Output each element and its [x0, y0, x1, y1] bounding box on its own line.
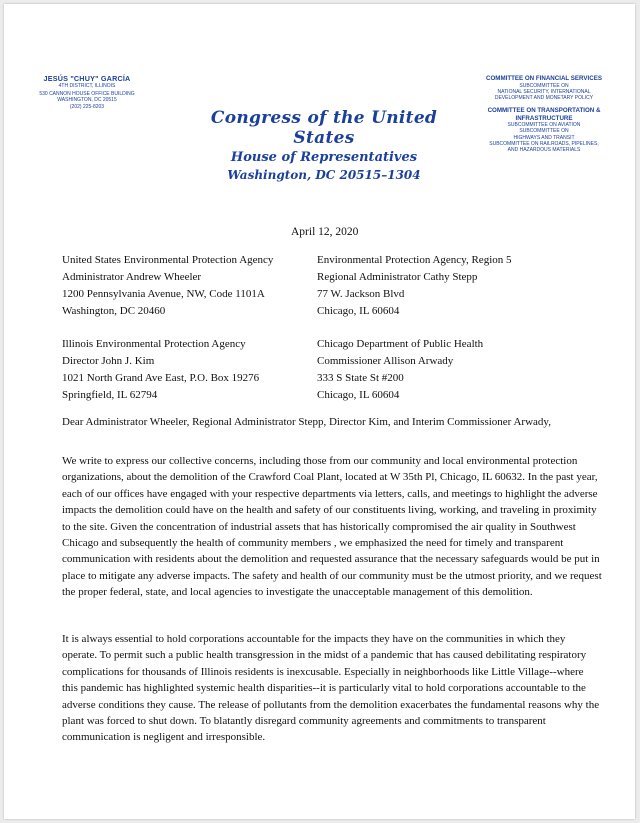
- committee-name: INFRASTRUCTURE: [515, 114, 573, 122]
- committee-block: [459, 75, 629, 153]
- address-line: Illinois Environmental Protection Agency: [62, 338, 246, 350]
- recipient-address-region5: [317, 252, 512, 320]
- house-title: House of Representatives: [230, 150, 418, 165]
- recipient-address-cdph: [317, 336, 483, 404]
- committee-name: COMMITTEE ON TRANSPORTATION &: [487, 107, 601, 115]
- congress-title: Congress of the United States: [210, 108, 438, 148]
- address-line: 77 W. Jackson Blvd: [317, 288, 405, 300]
- member-name: JESÚS "CHUY" GARCÍA: [43, 74, 131, 83]
- address-line: 1021 North Grand Ave East, P.O. Box 19276: [62, 372, 260, 384]
- address-line: Director John J. Kim: [62, 355, 155, 367]
- letter-date: April 12, 2020: [291, 226, 359, 238]
- address-line: Regional Administrator Cathy Stepp: [317, 271, 478, 283]
- address-line: 1200 Pennsylvania Avenue, NW, Code 1101A: [62, 288, 265, 300]
- committee-name: COMMITTEE ON FINANCIAL SERVICES: [486, 75, 602, 82]
- congress-seal-heading: [204, 108, 444, 184]
- subcommittee-line: NATIONAL SECURITY, INTERNATIONAL: [497, 88, 591, 95]
- address-line: Chicago, IL 60604: [317, 389, 400, 401]
- member-info-block: [32, 74, 142, 110]
- address-line: United States Environmental Protection Agency: [62, 254, 274, 266]
- letter-page: [4, 4, 635, 819]
- city-zip: Washington, DC 20515–1304: [227, 168, 421, 182]
- office-address-line: WASHINGTON, DC 20515: [57, 97, 117, 104]
- subcommittee-line: SUBCOMMITTEE ON: [519, 128, 569, 135]
- address-line: Environmental Protection Agency, Region 5: [317, 254, 512, 266]
- district-label: 4TH DISTRICT, ILLINOIS: [58, 83, 116, 89]
- subcommittee-line: SUBCOMMITTEE ON AVIATION: [507, 122, 581, 129]
- address-line: Chicago Department of Public Health: [317, 338, 484, 350]
- address-line: Springfield, IL 62794: [62, 389, 158, 401]
- address-line: Administrator Andrew Wheeler: [62, 271, 202, 283]
- body-paragraph: It is always essential to hold corporations accountable for the impacts they have on the communities in which they operate. To permit such a public health transgression in the midst of a pandemic that has caused debilitating respiratory complications for thousands of Illinois residents is inexcusable. Especially in neighborhoods like Little Village--where this pandemic has highlighted systemic health disparities--it is particularly vital to hold corporations accountable to the adverse conditions they cause. The release of pollutants from the demolition exacerbates the fundamental reasons why the plant was forced to shut down. To blatantly disregard community agreements and commitments to transparent communication is negligent and irresponsible.: [62, 633, 600, 744]
- subcommittee-line: HIGHWAYS AND TRANSIT: [513, 134, 575, 141]
- subcommittee-line: SUBCOMMITTEE ON RAILROADS, PIPELINES,: [489, 140, 599, 147]
- subcommittee-line: SUBCOMMITTEE ON: [519, 82, 569, 89]
- subcommittee-line: AND HAZARDOUS MATERIALS: [507, 146, 581, 153]
- office-phone: (202) 225-8203: [69, 103, 105, 110]
- address-line: Commissioner Allison Arwady: [317, 355, 454, 367]
- recipient-address-illinois-epa: [62, 336, 259, 404]
- office-address-line: 530 CANNON HOUSE OFFICE BUILDING: [39, 91, 135, 98]
- body-paragraph: We write to express our collective concerns, including those from our community and local environmental protection organizations, about the demolition of the Crawford Coal Plant, located at W 35th Pl, Chicago, IL 60632. In the past year, each of our offices have engaged with your respective departments via letters, calls, and meetings to highlight the adverse impacts the demolition could have on the health and safety of our constituents living, working, and traveling in proximity to the site. Given the concentration of industrial assets that has historically compromised the air quality in Southwest Chicago and subsequently the health of community members , we emphasized the need for timely and transparent communication with residents about the demolition and requested assurance that the necessary safeguards would be put in place to mitigate any adverse impacts. The safety and health of our community must be the utmost priority, and we request the proper federal, state, and local agencies to investigate the unacceptable management of this demolition.: [62, 455, 602, 599]
- salutation: Dear Administrator Wheeler, Regional Administrator Stepp, Director Kim, and Interim Commissioner Arwady,: [62, 416, 551, 428]
- address-line: Chicago, IL 60604: [317, 305, 400, 317]
- recipient-address-epa: [62, 252, 273, 320]
- subcommittee-line: DEVELOPMENT AND MONETARY POLICY: [494, 94, 594, 101]
- address-line: 333 S State St #200: [317, 372, 404, 384]
- address-line: Washington, DC 20460: [62, 305, 166, 317]
